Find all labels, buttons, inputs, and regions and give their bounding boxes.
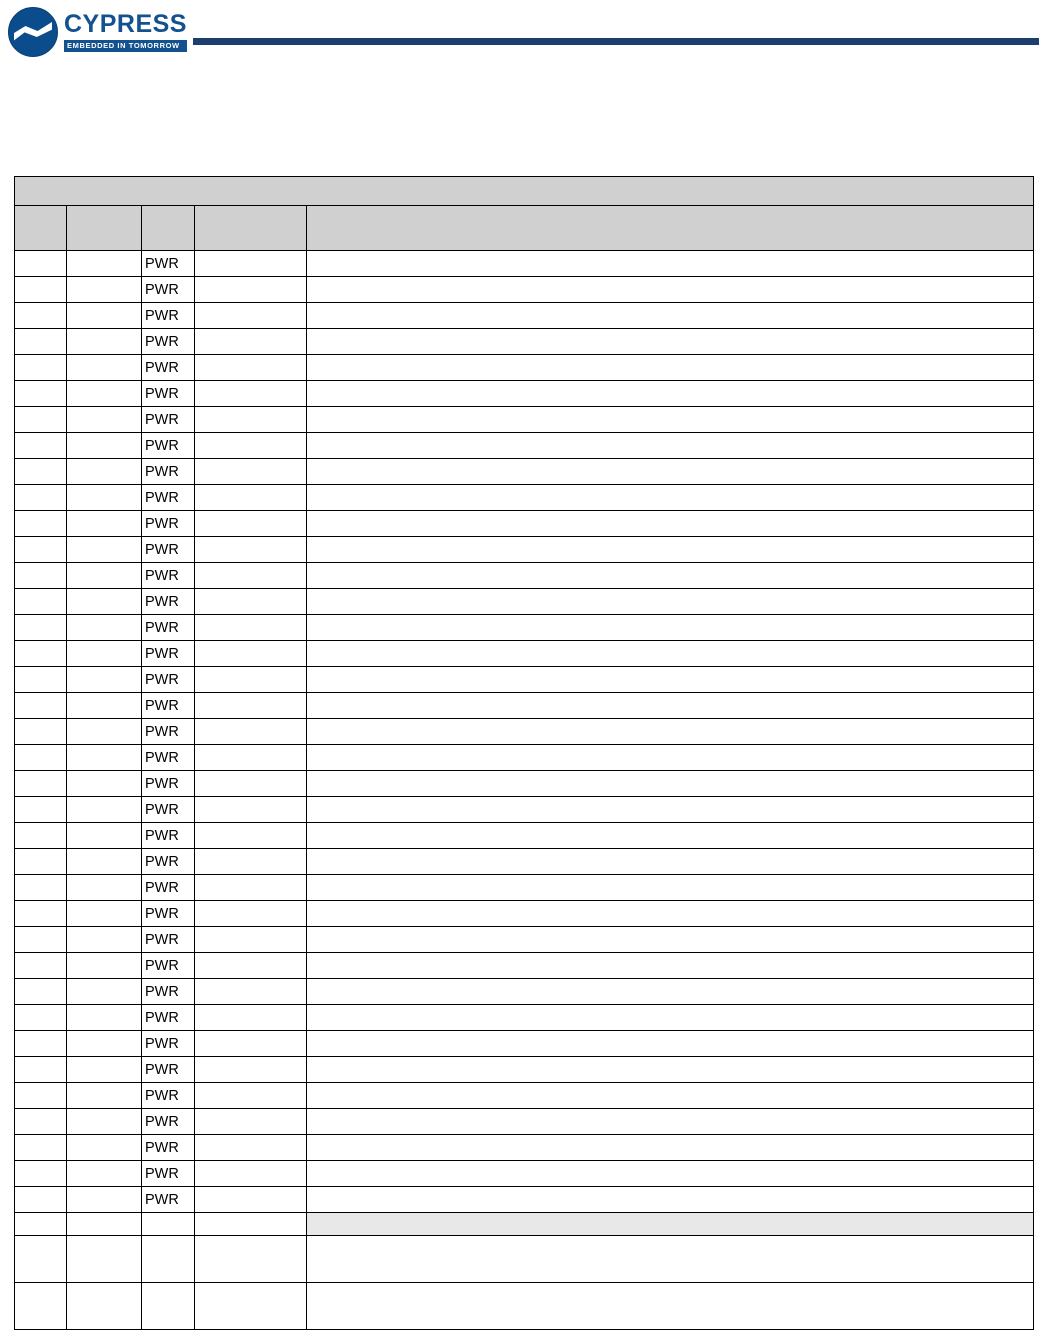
cell-reset xyxy=(195,1135,307,1161)
cell-reset xyxy=(195,1161,307,1187)
cell-type: PWR xyxy=(142,797,195,823)
cell-name xyxy=(67,485,142,511)
table-row xyxy=(15,979,1034,1005)
cell-addr xyxy=(15,1109,67,1135)
cell-addr xyxy=(15,927,67,953)
cell-addr xyxy=(15,303,67,329)
cell-type xyxy=(142,1213,195,1236)
table-row xyxy=(15,719,1034,745)
cell-description xyxy=(307,615,1034,641)
cell-name xyxy=(67,797,142,823)
cell-type: PWR xyxy=(142,745,195,771)
cell-description xyxy=(307,381,1034,407)
cell-type: PWR xyxy=(142,979,195,1005)
cell-type: PWR xyxy=(142,953,195,979)
cell-type: PWR xyxy=(142,901,195,927)
cell-description xyxy=(307,927,1034,953)
cell-description xyxy=(307,771,1034,797)
table-row xyxy=(15,1161,1034,1187)
cell-addr xyxy=(15,823,67,849)
table-title-cell xyxy=(15,177,1034,206)
cell-type: PWR xyxy=(142,433,195,459)
cell-description xyxy=(307,719,1034,745)
cell-addr xyxy=(15,485,67,511)
cell-name xyxy=(67,667,142,693)
table-row xyxy=(15,1283,1034,1330)
cell-addr xyxy=(15,667,67,693)
cell-reset xyxy=(195,1187,307,1213)
cell-addr xyxy=(15,537,67,563)
table-row xyxy=(15,459,1034,485)
table-row xyxy=(15,875,1034,901)
cell-name xyxy=(67,693,142,719)
cell-addr xyxy=(15,875,67,901)
cell-description xyxy=(307,901,1034,927)
table-row xyxy=(15,589,1034,615)
cell-reset xyxy=(195,537,307,563)
page-header xyxy=(0,0,1047,72)
cell-addr xyxy=(15,953,67,979)
cell-description xyxy=(307,745,1034,771)
cell-reset xyxy=(195,303,307,329)
cell-reset xyxy=(195,927,307,953)
cell-name xyxy=(67,563,142,589)
cell-description xyxy=(307,1083,1034,1109)
cell-addr xyxy=(15,381,67,407)
cell-description xyxy=(307,537,1034,563)
cell-reset xyxy=(195,459,307,485)
table-row xyxy=(15,407,1034,433)
cell-type: PWR xyxy=(142,1031,195,1057)
cell-type: PWR xyxy=(142,849,195,875)
table-row xyxy=(15,1083,1034,1109)
cell-reset xyxy=(195,407,307,433)
cell-name xyxy=(67,459,142,485)
cell-type: PWR xyxy=(142,329,195,355)
cell-name xyxy=(67,953,142,979)
cell-type: PWR xyxy=(142,251,195,277)
cell-name xyxy=(67,1031,142,1057)
column-header-reset xyxy=(195,206,307,251)
cell-reset xyxy=(195,719,307,745)
cell-type: PWR xyxy=(142,615,195,641)
table-row xyxy=(15,927,1034,953)
cell-type: PWR xyxy=(142,537,195,563)
cell-addr xyxy=(15,277,67,303)
header-divider xyxy=(193,38,1039,45)
cell-type: PWR xyxy=(142,407,195,433)
cell-name xyxy=(67,1236,142,1283)
cell-addr xyxy=(15,1031,67,1057)
cell-description xyxy=(307,329,1034,355)
cell-description xyxy=(307,355,1034,381)
cell-reset xyxy=(195,745,307,771)
cell-type: PWR xyxy=(142,1135,195,1161)
cell-description xyxy=(307,407,1034,433)
cell-reset xyxy=(195,1283,307,1330)
cell-name xyxy=(67,277,142,303)
column-header-description xyxy=(307,206,1034,251)
cell-addr xyxy=(15,407,67,433)
cell-description xyxy=(307,667,1034,693)
cell-type: PWR xyxy=(142,1161,195,1187)
cell-reset xyxy=(195,823,307,849)
cell-name xyxy=(67,1109,142,1135)
cell-reset xyxy=(195,329,307,355)
table-row xyxy=(15,745,1034,771)
cell-addr xyxy=(15,1236,67,1283)
cell-addr xyxy=(15,511,67,537)
cell-description xyxy=(307,953,1034,979)
cell-type: PWR xyxy=(142,589,195,615)
table-row xyxy=(15,1057,1034,1083)
cell-reset xyxy=(195,485,307,511)
cell-addr xyxy=(15,641,67,667)
cell-name xyxy=(67,1161,142,1187)
table-row xyxy=(15,797,1034,823)
table-row xyxy=(15,1031,1034,1057)
cell-name xyxy=(67,719,142,745)
table-row xyxy=(15,693,1034,719)
table-row xyxy=(15,329,1034,355)
cell-addr xyxy=(15,433,67,459)
cell-name xyxy=(67,927,142,953)
cell-type: PWR xyxy=(142,1187,195,1213)
table-row xyxy=(15,1187,1034,1213)
table-row xyxy=(15,1005,1034,1031)
cell-description xyxy=(307,875,1034,901)
table-row xyxy=(15,823,1034,849)
cell-type: PWR xyxy=(142,823,195,849)
cell-reset xyxy=(195,979,307,1005)
cell-description xyxy=(307,641,1034,667)
column-header-type xyxy=(142,206,195,251)
cypress-logo xyxy=(8,6,190,58)
table-row xyxy=(15,277,1034,303)
cell-name xyxy=(67,823,142,849)
cell-addr xyxy=(15,1283,67,1330)
cell-reset xyxy=(195,1083,307,1109)
cell-name xyxy=(67,511,142,537)
cell-name xyxy=(67,1057,142,1083)
cell-type: PWR xyxy=(142,303,195,329)
cell-type: PWR xyxy=(142,277,195,303)
cell-addr xyxy=(15,849,67,875)
table-row xyxy=(15,1109,1034,1135)
cell-reset xyxy=(195,277,307,303)
cell-description xyxy=(307,1109,1034,1135)
cell-reset xyxy=(195,1005,307,1031)
cell-reset xyxy=(195,381,307,407)
cell-reset xyxy=(195,589,307,615)
cell-addr xyxy=(15,1057,67,1083)
table-row xyxy=(15,511,1034,537)
cell-addr xyxy=(15,459,67,485)
table-row xyxy=(15,563,1034,589)
cell-name xyxy=(67,355,142,381)
cell-name xyxy=(67,433,142,459)
cell-description xyxy=(307,433,1034,459)
cell-description xyxy=(307,1135,1034,1161)
cell-addr xyxy=(15,719,67,745)
cell-description xyxy=(307,693,1034,719)
cell-addr xyxy=(15,771,67,797)
cell-name xyxy=(67,1135,142,1161)
cell-reset xyxy=(195,615,307,641)
cell-name xyxy=(67,901,142,927)
cell-reset xyxy=(195,641,307,667)
cell-reset xyxy=(195,1031,307,1057)
cell-description xyxy=(307,1236,1034,1283)
cell-description xyxy=(307,459,1034,485)
table-row xyxy=(15,355,1034,381)
cell-name xyxy=(67,875,142,901)
cell-description xyxy=(307,1283,1034,1330)
cell-type: PWR xyxy=(142,667,195,693)
cell-type: PWR xyxy=(142,485,195,511)
table-row xyxy=(15,303,1034,329)
cell-description xyxy=(307,979,1034,1005)
cell-addr xyxy=(15,1213,67,1236)
table-row xyxy=(15,615,1034,641)
cell-name xyxy=(67,1283,142,1330)
cell-description xyxy=(307,485,1034,511)
table-row xyxy=(15,381,1034,407)
cell-name xyxy=(67,251,142,277)
cell-type: PWR xyxy=(142,771,195,797)
cell-description xyxy=(307,823,1034,849)
table-row xyxy=(15,771,1034,797)
cell-description xyxy=(307,1031,1034,1057)
cell-name xyxy=(67,1213,142,1236)
cell-type: PWR xyxy=(142,1109,195,1135)
cell-name xyxy=(67,641,142,667)
cell-addr xyxy=(15,1161,67,1187)
cell-type: PWR xyxy=(142,1005,195,1031)
cell-type: PWR xyxy=(142,355,195,381)
cell-description xyxy=(307,1213,1034,1236)
cell-description xyxy=(307,797,1034,823)
table-row xyxy=(15,485,1034,511)
cell-name xyxy=(67,745,142,771)
cell-reset xyxy=(195,511,307,537)
cell-type: PWR xyxy=(142,563,195,589)
logo-tagline: EMBEDDED IN TOMORROW xyxy=(64,40,187,52)
cell-reset xyxy=(195,355,307,381)
cell-type: PWR xyxy=(142,511,195,537)
table-row xyxy=(15,537,1034,563)
table-row xyxy=(15,849,1034,875)
cell-description xyxy=(307,849,1034,875)
cell-name xyxy=(67,381,142,407)
cell-description xyxy=(307,1005,1034,1031)
cell-name xyxy=(67,329,142,355)
cell-addr xyxy=(15,1135,67,1161)
cell-reset xyxy=(195,693,307,719)
cell-addr xyxy=(15,1005,67,1031)
column-header-addr xyxy=(15,206,67,251)
cell-name xyxy=(67,407,142,433)
cell-name xyxy=(67,303,142,329)
cell-description xyxy=(307,1187,1034,1213)
cell-description xyxy=(307,1161,1034,1187)
cell-addr xyxy=(15,1187,67,1213)
cell-reset xyxy=(195,251,307,277)
cell-description xyxy=(307,303,1034,329)
cell-name xyxy=(67,1005,142,1031)
cell-type xyxy=(142,1283,195,1330)
cell-name xyxy=(67,771,142,797)
cell-addr xyxy=(15,901,67,927)
register-table xyxy=(14,176,1034,1330)
table-row xyxy=(15,1135,1034,1161)
cell-name xyxy=(67,615,142,641)
cell-reset xyxy=(195,1057,307,1083)
table-header-row xyxy=(15,206,1034,251)
table-title-row xyxy=(15,177,1034,206)
table-row xyxy=(15,433,1034,459)
cypress-logo-icon xyxy=(8,7,58,57)
cell-description xyxy=(307,1057,1034,1083)
cell-addr xyxy=(15,563,67,589)
cell-addr xyxy=(15,693,67,719)
cell-reset xyxy=(195,563,307,589)
cell-reset xyxy=(195,771,307,797)
cell-addr xyxy=(15,745,67,771)
cell-type xyxy=(142,1236,195,1283)
cell-reset xyxy=(195,1109,307,1135)
cell-addr xyxy=(15,797,67,823)
cell-name xyxy=(67,589,142,615)
cell-type: PWR xyxy=(142,381,195,407)
cell-type: PWR xyxy=(142,927,195,953)
cell-description xyxy=(307,277,1034,303)
logo-wordmark: CYPRESS xyxy=(64,10,187,39)
table-section-row xyxy=(15,1213,1034,1236)
cell-reset xyxy=(195,797,307,823)
table-row xyxy=(15,1236,1034,1283)
column-header-name xyxy=(67,206,142,251)
table-row xyxy=(15,641,1034,667)
cell-reset xyxy=(195,433,307,459)
register-table-container xyxy=(14,176,1033,1330)
cell-type: PWR xyxy=(142,1057,195,1083)
cell-type: PWR xyxy=(142,719,195,745)
cell-name xyxy=(67,537,142,563)
cell-addr xyxy=(15,615,67,641)
cell-addr xyxy=(15,251,67,277)
table-row xyxy=(15,667,1034,693)
logo-text-block xyxy=(64,12,187,52)
cell-type: PWR xyxy=(142,875,195,901)
cell-name xyxy=(67,1187,142,1213)
cell-name xyxy=(67,1083,142,1109)
cell-description xyxy=(307,589,1034,615)
cell-name xyxy=(67,979,142,1005)
cell-description xyxy=(307,251,1034,277)
cell-addr xyxy=(15,979,67,1005)
cell-reset xyxy=(195,953,307,979)
cell-addr xyxy=(15,589,67,615)
cell-type: PWR xyxy=(142,693,195,719)
cell-type: PWR xyxy=(142,459,195,485)
cell-addr xyxy=(15,1083,67,1109)
cell-reset xyxy=(195,1236,307,1283)
table-row xyxy=(15,251,1034,277)
cell-reset xyxy=(195,849,307,875)
cell-addr xyxy=(15,329,67,355)
logo-swoosh-icon xyxy=(14,22,52,42)
table-row xyxy=(15,901,1034,927)
cell-type: PWR xyxy=(142,1083,195,1109)
cell-type: PWR xyxy=(142,641,195,667)
register-table-body xyxy=(15,177,1034,1330)
cell-reset xyxy=(195,901,307,927)
cell-description xyxy=(307,563,1034,589)
cell-reset xyxy=(195,667,307,693)
cell-reset xyxy=(195,875,307,901)
cell-name xyxy=(67,849,142,875)
cell-addr xyxy=(15,355,67,381)
cell-description xyxy=(307,511,1034,537)
cell-reset xyxy=(195,1213,307,1236)
table-row xyxy=(15,953,1034,979)
